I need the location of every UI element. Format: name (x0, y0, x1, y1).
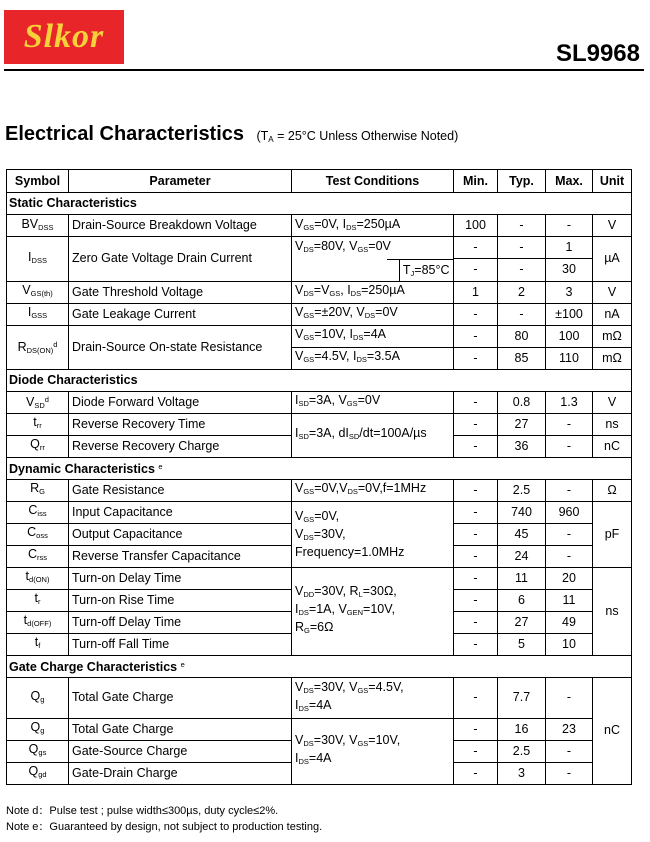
max-cell: 1 (546, 237, 593, 259)
typ-cell: 11 (498, 567, 546, 589)
unit-cell: V (593, 281, 632, 303)
typ-cell: - (498, 303, 546, 325)
max-cell: - (546, 677, 593, 718)
symbol-cell: $R_G$ (7, 479, 69, 501)
max-cell: 20 (546, 567, 593, 589)
typ-cell: 6 (498, 589, 546, 611)
col-header: Typ. (498, 170, 546, 193)
note-e: Note e：Guaranteed by design, not subject to production testing. (6, 821, 323, 833)
parameter-cell: Gate-Source Charge (69, 740, 292, 762)
symbol-cell: $Q_g$ (7, 718, 69, 740)
parameter-cell: Gate Leakage Current (69, 303, 292, 325)
parameter-cell: Turn-on Rise Time (69, 589, 292, 611)
typ-cell: - (498, 215, 546, 237)
typ-cell: 0.8 (498, 391, 546, 413)
min-cell: - (454, 501, 498, 523)
symbol-cell: $t_f$ (7, 633, 69, 655)
max-cell: - (546, 435, 593, 457)
condition-cell: $V_{DS}=80V$, $V_{GS}=0V$ (292, 237, 454, 259)
symbol-cell: $I_{GSS}$ (7, 303, 69, 325)
typ-cell: 16 (498, 718, 546, 740)
min-cell: - (454, 523, 498, 545)
symbol-cell: $BV_{DSS}$ (7, 215, 69, 237)
typ-cell: 3 (498, 762, 546, 784)
typ-cell: 2.5 (498, 479, 546, 501)
table-row (7, 413, 632, 435)
table-row (7, 501, 632, 523)
min-cell: 1 (454, 281, 498, 303)
unit-cell: µA (593, 237, 632, 282)
symbol-cell: $V_{SD}^d$ (7, 391, 69, 413)
min-cell: - (454, 633, 498, 655)
condition-cell: $V_{DS}=V_{GS}$, $I_{DS}=250\mu A$ (292, 281, 454, 303)
condition-cell: $V_{GS}=0V$, $I_{DS}=250\mu A$ (292, 215, 454, 237)
max-cell: 1.3 (546, 391, 593, 413)
max-cell: - (546, 762, 593, 784)
max-cell: - (546, 215, 593, 237)
col-header: Test Conditions (292, 170, 454, 193)
symbol-cell: $C_{iss}$ (7, 501, 69, 523)
min-cell: - (454, 718, 498, 740)
symbol-cell: $Q_{rr}$ (7, 435, 69, 457)
unit-cell: nC (593, 435, 632, 457)
symbol-cell: $I_{DSS}$ (7, 237, 69, 282)
unit-cell: pF (593, 501, 632, 567)
condition-cell: $V_{GS}=0V$, $V_{DS}=30V$, Frequency=1.0MHz (292, 501, 454, 567)
parameter-cell: Gate Threshold Voltage (69, 281, 292, 303)
max-cell: 49 (546, 611, 593, 633)
symbol-cell: $C_{rss}$ (7, 545, 69, 567)
col-header: Max. (546, 170, 593, 193)
unit-cell: ns (593, 413, 632, 435)
condition-cell: $V_{GS}=10V$, $I_{DS}=4A$ (292, 325, 454, 347)
min-cell: - (454, 740, 498, 762)
table-row (7, 479, 632, 501)
min-cell: - (454, 325, 498, 347)
typ-cell: 2 (498, 281, 546, 303)
typ-cell: 80 (498, 325, 546, 347)
table-row (7, 718, 632, 740)
max-cell: 11 (546, 589, 593, 611)
tj-condition: $T_J=85^\circ C$ (399, 260, 453, 281)
page-title: Electrical Characteristics (5, 123, 245, 145)
unit-cell: mΩ (593, 347, 632, 369)
condition-cell: $V_{DD}=30V$, $R_L=30\Omega$, $I_{DS}=1A$, $V_{GEN}=10V$, $R_G=6\Omega$ (292, 567, 454, 655)
max-cell: 23 (546, 718, 593, 740)
min-cell: - (454, 545, 498, 567)
min-cell: - (454, 611, 498, 633)
table-row (7, 391, 632, 413)
symbol-cell: $t_r$ (7, 589, 69, 611)
max-cell: - (546, 523, 593, 545)
max-cell: 3 (546, 281, 593, 303)
min-cell: - (454, 479, 498, 501)
test-condition-note: ($T_A = 25^\circ C$ Unless Otherwise Noted) (256, 129, 459, 144)
symbol-cell: $Q_{gs}$ (7, 740, 69, 762)
parameter-cell: Drain-Source On-state Resistance (69, 325, 292, 369)
max-cell: - (546, 479, 593, 501)
condition-cell (292, 259, 454, 282)
typ-cell: 27 (498, 611, 546, 633)
parameter-cell: Diode Forward Voltage (69, 391, 292, 413)
condition-cell: $V_{DS}=30V$, $V_{GS}=4.5V$, $I_{DS}=4A$ (292, 677, 454, 718)
max-cell: 10 (546, 633, 593, 655)
unit-cell: nA (593, 303, 632, 325)
min-cell: - (454, 677, 498, 718)
symbol-cell: $Q_{gd}$ (7, 762, 69, 784)
typ-cell: 740 (498, 501, 546, 523)
table-row (7, 215, 632, 237)
table-row (7, 567, 632, 589)
parameter-cell: Turn-on Delay Time (69, 567, 292, 589)
unit-cell: V (593, 215, 632, 237)
min-cell: - (454, 589, 498, 611)
parameter-cell: Input Capacitance (69, 501, 292, 523)
max-cell: 960 (546, 501, 593, 523)
min-cell: - (454, 237, 498, 259)
parameter-cell: Reverse Transfer Capacitance (69, 545, 292, 567)
typ-cell: - (498, 259, 546, 282)
min-cell: - (454, 347, 498, 369)
min-cell: - (454, 567, 498, 589)
symbol-cell: $C_{oss}$ (7, 523, 69, 545)
section-row: Diode Characteristics (7, 369, 632, 391)
max-cell: 110 (546, 347, 593, 369)
unit-cell: nC (593, 677, 632, 784)
parameter-cell: Turn-off Fall Time (69, 633, 292, 655)
note-d: Note d：Pulse test ; pulse width≤300µs, duty cycle≤2%. (6, 805, 279, 817)
electrical-characteristics-table (6, 169, 632, 785)
min-cell: - (454, 413, 498, 435)
typ-cell: 45 (498, 523, 546, 545)
parameter-cell: Reverse Recovery Charge (69, 435, 292, 457)
symbol-cell: $t_{rr}$ (7, 413, 69, 435)
footnotes (6, 803, 322, 835)
parameter-cell: Total Gate Charge (69, 677, 292, 718)
table-row (7, 303, 632, 325)
unit-cell: V (593, 391, 632, 413)
min-cell: - (454, 435, 498, 457)
section-row: Static Characteristics (7, 193, 632, 215)
symbol-cell: $t_{d(ON)}$ (7, 567, 69, 589)
symbol-cell: $R_{DS(ON)}^d$ (7, 325, 69, 369)
typ-cell: 2.5 (498, 740, 546, 762)
max-cell: - (546, 413, 593, 435)
max-cell: 30 (546, 259, 593, 282)
unit-cell: Ω (593, 479, 632, 501)
typ-cell: 5 (498, 633, 546, 655)
parameter-cell: Output Capacitance (69, 523, 292, 545)
parameter-cell: Zero Gate Voltage Drain Current (69, 237, 292, 282)
unit-cell: mΩ (593, 325, 632, 347)
condition-cell: $V_{GS}=0V,V_{DS}=0V,f=1MHz$ (292, 479, 454, 501)
condition-cell: $V_{GS}=4.5V$, $I_{DS}=3.5A$ (292, 347, 454, 369)
col-header: Min. (454, 170, 498, 193)
parameter-cell: Gate-Drain Charge (69, 762, 292, 784)
typ-cell: 24 (498, 545, 546, 567)
typ-cell: - (498, 237, 546, 259)
slkor-logo (4, 10, 124, 64)
part-number: SL9968 (555, 40, 640, 67)
section-heading (5, 123, 458, 146)
max-cell: 100 (546, 325, 593, 347)
condition-cell: $I_{SD}=3A$, $V_{GS}=0V$ (292, 391, 454, 413)
header-divider (4, 69, 644, 71)
condition-cell: $I_{SD}=3A$, $dI_{SD}/dt=100A/\mu s$ (292, 413, 454, 457)
table-row (7, 281, 632, 303)
section-row: Dynamic Characteristics $^e$ (7, 457, 632, 479)
min-cell: 100 (454, 215, 498, 237)
table-row (7, 325, 632, 347)
logo-text: Slkor (23, 18, 105, 55)
max-cell: ±100 (546, 303, 593, 325)
parameter-cell: Turn-off Delay Time (69, 611, 292, 633)
symbol-cell: $Q_g$ (7, 677, 69, 718)
typ-cell: 27 (498, 413, 546, 435)
unit-cell: ns (593, 567, 632, 655)
max-cell: - (546, 545, 593, 567)
typ-cell: 85 (498, 347, 546, 369)
min-cell: - (454, 303, 498, 325)
typ-cell: 36 (498, 435, 546, 457)
symbol-cell: $V_{GS(th)}$ (7, 281, 69, 303)
symbol-cell: $t_{d(OFF)}$ (7, 611, 69, 633)
section-row: Gate Charge Characteristics $^e$ (7, 655, 632, 677)
parameter-cell: Total Gate Charge (69, 718, 292, 740)
condition-cell: $V_{GS}=\pm 20V$, $V_{DS}=0V$ (292, 303, 454, 325)
min-cell: - (454, 762, 498, 784)
table-row (7, 237, 632, 259)
table-header-row (7, 170, 632, 193)
max-cell: - (546, 740, 593, 762)
parameter-cell: Reverse Recovery Time (69, 413, 292, 435)
col-header: Symbol (7, 170, 69, 193)
min-cell: - (454, 391, 498, 413)
table-row (7, 677, 632, 718)
col-header: Unit (593, 170, 632, 193)
typ-cell: 7.7 (498, 677, 546, 718)
parameter-cell: Drain-Source Breakdown Voltage (69, 215, 292, 237)
condition-cell: $V_{DS}=30V$, $V_{GS}=10V$, $I_{DS}=4A$ (292, 718, 454, 784)
parameter-cell: Gate Resistance (69, 479, 292, 501)
min-cell: - (454, 259, 498, 282)
col-header: Parameter (69, 170, 292, 193)
